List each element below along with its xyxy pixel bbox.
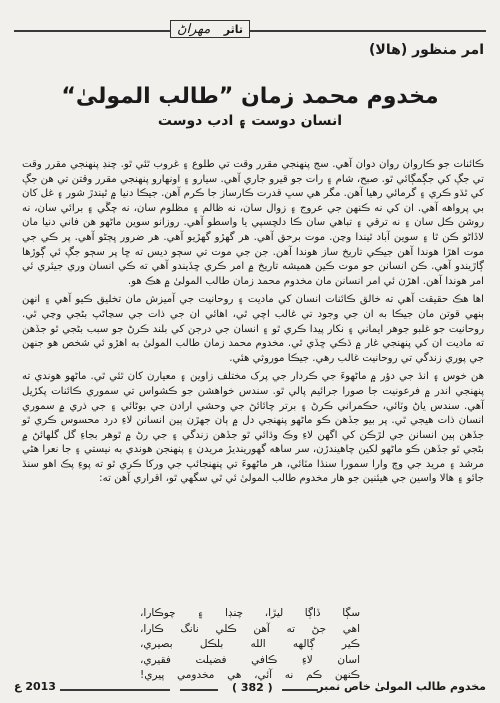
verse-word: ليڙا، <box>264 607 284 619</box>
article-title: مخدوم محمد زمان ”طالب المولىٰ“ <box>61 84 439 109</box>
verse-word: جڻ <box>311 622 327 635</box>
section-category: تاثر <box>223 22 243 36</box>
header-rule-right <box>250 30 486 32</box>
verse-word: بصيري، <box>140 638 173 650</box>
verse-word: آئي، <box>254 669 273 681</box>
footer-magazine-title: مخدوم طالب المولىٰ خاص نمبر <box>317 680 486 693</box>
verse-word: هي <box>227 669 242 681</box>
header-box <box>170 20 250 38</box>
verse-word: ڳالهه <box>292 638 315 650</box>
verse-word: ۽ <box>197 607 204 619</box>
article-body <box>22 158 484 491</box>
verse-word: بلڪل <box>199 638 224 650</box>
article-subtitle: انسان دوست ۽ ادب دوست <box>157 113 343 129</box>
verse-line <box>140 653 360 669</box>
footer-year: 2013 ع <box>14 680 56 693</box>
page-number: ( 382 ) <box>232 681 273 694</box>
verse-word: اهي <box>342 622 360 635</box>
verse-word: ڪير <box>341 638 360 650</box>
verse-word: لاءِ <box>301 653 313 666</box>
author-name: امر منظور (هالا) <box>369 42 484 58</box>
verse-word: ڏاڳا <box>304 607 321 619</box>
verse-word: الله <box>250 638 266 650</box>
verse-word: فضيلت <box>195 653 227 666</box>
body-paragraph: ڪائنات جو ڪاروان روان دوان آهي. سج پنهنجي مقرر وقت تي طلوع ۽ غروب ٿئي ٿو. چنڊ پنهنجي مقرر وقت تي جڳ کي جڳمڳائي ٿو. صبح، شام ۽ رات جو قيرو جاري آهي. سيارو ۽ اونهارو پنهنجي مقرر وقتن تي هن جڳ کي ٿڌو ڪري ۽ گرمائي رهيا آهن. مگر هي سڀ قدرت ڪارساز جا ڪرم آهن. جيڪا دنيا ۾ ٿيندڙ شور ۽ غل کان بي پرواهه آهي. ان کي نه ڪنهن جي عروج ۽ زوال سان، نه ظالم ۽ مظلوم سان، نه چڱي ۽ برائي سان، نه روشن ڪل سان ۽ نه ترقي ۽ تباهي سان ڪا دلچسپي يا واسطو آهي. روزانو سوين ماڻهو هن فاني دنيا مان لاڏاڻو ڪن ٿا ۽ سوين آباد ٿيندا وڃن. موت برحق آهي. هر گهڙو گهڙيو آهي. هر ضرور ڀڄڻو آهي. پر ڪي جي موت اهڙا هوندا آهن جيڪي تاريخ ساز هوندا آهن. جن جي موت تي سڄو ديس ته ڇا پر سڄو جڳ ئي ڳوڙها ڳاڙيندو آهي. ڪن انسانن جو موت ڪين هميشه تاريخ ۾ امر ڪري ڇڏيندو آهي ته ڪي انسان وري جيئري ئي امر هوندا آهن. اهڙن ئي امر انسانن مان مخدوم محمد زمان طالب المولىٰ ۾ هڪ هو. <box>21 159 484 287</box>
verse-word: ڪافي <box>251 653 278 666</box>
page-header <box>0 18 500 40</box>
magazine-logo: مهراڻ <box>177 21 211 37</box>
verse-line <box>140 622 360 638</box>
body-paragraph: اها هڪ حقيقت آهي ته خالق ڪائنات انسان کي ماديت ۽ روحانيت جي آميزش مان تخليق ڪيو آهي ۽ انهن ٻنهي قوتن مان جيڪا به ان جي وجود تي غالب اچي ٿي، اهائي ان جي ذات جي سڃاڻپ بڻجي وڃي ٿي. روحانيت جو غلبو جوهر ايماني ۽ نکار پيدا ڪري ٿو ۽ انسان جي درجن کي بلند ڪرڻ جو سبب بڻجي ٿو جڏهن ته ماديت ان کي پنهنجي غار ۾ ڌڪي ڇڏي ٿي. مخدوم محمد زمان طالب المولىٰ به اهڙو ئي شخص هو جنهن جي پوري زندگي تي روحانيت غالب رهي. جيڪا موروثي هئي. <box>22 294 484 364</box>
page-footer <box>0 680 500 698</box>
verse-word: چوڪارا، <box>140 607 176 619</box>
verse-word: سڳا <box>342 607 360 619</box>
footer-rule <box>60 689 170 691</box>
verse-word: آهن <box>253 622 270 635</box>
verse-word: ڪم <box>306 669 323 681</box>
article-heading <box>0 84 500 129</box>
poem-verse <box>140 606 360 684</box>
verse-word: ڪلي <box>215 622 237 635</box>
verse-word: چنڊا <box>225 607 244 619</box>
footer-rule <box>282 689 318 691</box>
verse-line <box>140 606 360 622</box>
verse-word: نانگ <box>180 622 199 635</box>
header-rule-left <box>14 30 170 32</box>
verse-line <box>140 637 360 653</box>
verse-word: مخدومي <box>177 669 215 681</box>
verse-word: اسان <box>337 653 360 666</box>
footer-rule <box>180 689 218 691</box>
verse-word: ته <box>286 622 296 635</box>
body-paragraph: هن خوس ۽ انڌ جي دؤر ۾ ماڻهوءَ جي ڪردار جي پرک مختلف زاوين ۽ معيارن کان ٿئي ٿي. ماڻهو هوندي ته پنهنجي اندر ۾ فرعونيت جا صورا جرائيم پالي ٿو. سندس خواهشن جو ڪشواس تي سموري ڪائنات پکڙيل آهي. سندس ياڻ وٽائي، حڪمراني ڪرڻ ۽ برتر چائائڻ جي وحشي ارادن جي بوڻائي ۽ جي ذري ۾ سموري انسان ذات هيجي ٿي. پر بيو جڏهن ڪو ماڻهو پنهنجي دل ۾ ٻان جهڙن ٻين انسانن لاءِ درد محسوس ڪري ٿو جڏهن ٻين انسانن جي لڙڪن کي اگهن لاءِ وڪ وڌائي ٿو جڏهن زندگي ۽ جي رڻ ۾ ٿوهر بجاءِ گل گلهائڻ ۾ بڻجي ٿو جڏهن ڪو ماڻهو لکين چاهيندڙن، سر ساهه گهورينديڙ مريدن ۽ پنهنجن هوندي به نيستي ۽ جا نعرا هڻي مرشد ۽ مريد جي وچ وارا سمورا سنڌا مٽائي، هر ماڻهوءَ تي پنهنجائپ جي ورکا ڪري ٿو ته پوءِ پڪ اهو سنڌ جائو ۽ هالا واسين جي هيئنين جو هار مخدوم طالب المولىٰ ئي ٿي سگهي ٿو، اقراري آهن ته: <box>22 371 484 485</box>
verse-word: نه <box>284 669 294 681</box>
verse-word: پيري! <box>140 669 165 681</box>
verse-word: ڪنهن <box>334 669 360 681</box>
verse-word: ڪارا، <box>140 622 164 635</box>
verse-word: فقيري، <box>140 653 171 666</box>
